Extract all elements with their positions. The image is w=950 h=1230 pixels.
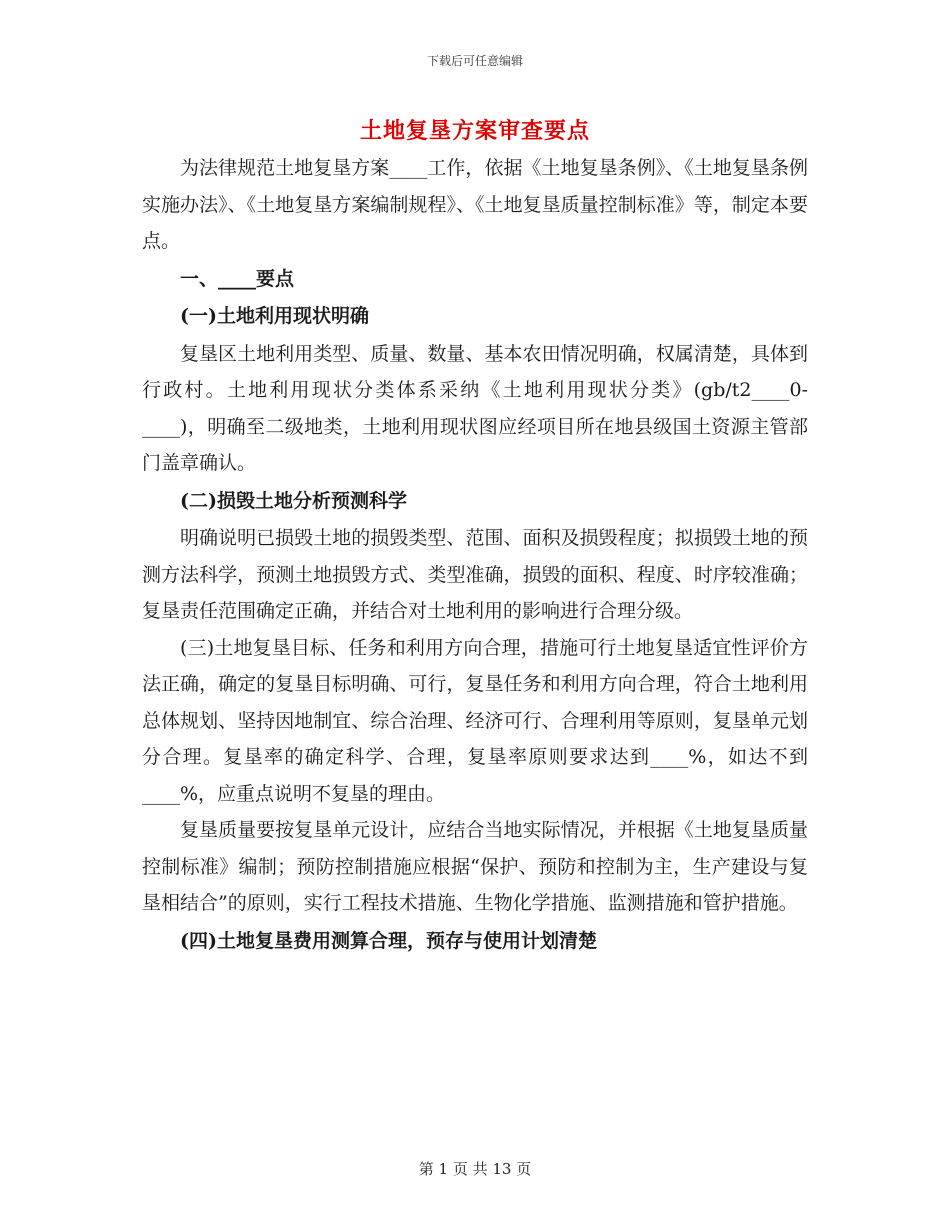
intro-paragraph: 为法律规范土地复垦方案____工作，依据《土地复垦条例》、《土地复垦条例实施办法》、《土地复垦方案编制规程》、《土地复垦质量控制标准》等，制定本要点。: [142, 157, 808, 252]
page-number-footer: 第 1 页 共 13 页: [418, 1160, 532, 1178]
document-title: 土地复垦方案审查要点: [359, 118, 590, 144]
document-body: [142, 150, 808, 960]
subsection-heading-1: (一)土地利用现状明确: [180, 305, 369, 327]
header-note: 下载后可任意编辑: [426, 54, 523, 68]
section-heading-1: 一、____要点: [180, 267, 295, 290]
body-paragraph-4: 复垦质量要按复垦单元设计，应结合当地实际情况，并根据《土地复垦质量控制标准》编制；预防控制措施应根据“保护、预防和控制为主，生产建设与复垦相结合”的原则，实行工程技术措施、生物化学措施、监测措施和管护措施。: [142, 819, 808, 914]
body-paragraph-2: 明确说明已损毁土地的损毁类型、范围、面积及损毁程度；拟损毁土地的预测方法科学，预测土地损毁方式、类型准确，损毁的面积、程度、时序较准确；复垦责任范围确定正确，并结合对土地利用的影响进行合理分级。: [142, 527, 808, 622]
body-paragraph-1: 复垦区土地利用类型、质量、数量、基本农田情况明确，权属清楚，具体到行政村。土地利用现状分类体系采纳《土地利用现状分类》(gb/t2____0-____)，明确至二级地类，土地利用现状图应经项目所在地县级国土资源主管部门盖章确认。: [142, 342, 808, 474]
subsection-heading-4: (四)土地复垦费用测算合理，预存与使用计划清楚: [180, 929, 597, 952]
subsection-heading-2: (二)损毁土地分析预测科学: [180, 489, 407, 512]
body-paragraph-3: (三)土地复垦目标、任务和利用方向合理，措施可行土地复垦适宜性评价方法正确，确定的复垦目标明确、可行，复垦任务和利用方向合理，符合土地利用总体规划、坚持因地制宜、综合治理、经济可行、合理利用等原则，复垦单元划分合理。复垦率的确定科学、合理，复垦率原则要求达到____%，如达不到____%，应重点说明不复垦的理由。: [142, 636, 808, 805]
